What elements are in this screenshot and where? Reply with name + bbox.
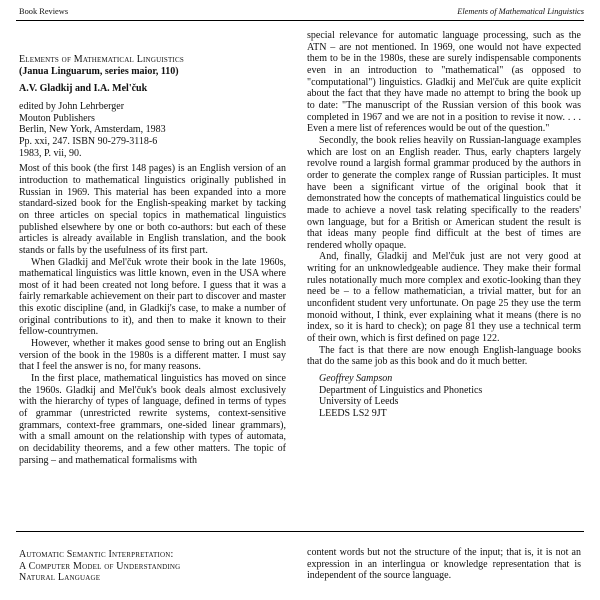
next-review-title-line1: Automatic Semantic Interpretation: [19, 549, 174, 560]
body-paragraph: Secondly, the book relies heavily on Russian-language examples which are lost on an English reader. Thus, early chapters largely revolve round a largish formal grammar produced by the authors in order to generate the complex range of Russian participles. It must have been a significant virtue of the original book that it demonstrated how the concepts of mathematical linguistics could be made to achieve a novel task relating specifically to the readers' own language, but for a British or American student the result is that ideas many people find difficult at the best of times are rendered wholly opaque. [307, 134, 581, 251]
running-header-right: Elements of Mathematical Linguistics [457, 7, 584, 16]
reviewer-city: LEEDS LS2 9JT [319, 408, 387, 419]
next-review-title [19, 549, 286, 584]
review-authors: A.V. Gladkij and I.A. Mel'čuk [19, 83, 148, 95]
section-rule [16, 531, 584, 532]
running-header-left: Book Reviews [19, 7, 69, 16]
review-price: 1983, P. vii, 90. [19, 147, 82, 159]
reviewer-department: Department of Linguistics and Phonetics [319, 384, 483, 396]
body-paragraph: special relevance for automatic language processing, such as the ATN – are not mentioned. In 1969, one would not have expected them to be in the 1980s, these are surely indispensable components even in an introduction to "mathematical" (as opposed to "computational") linguistics. Gladkij and Mel'čuk are quite explicit about the fact that they have made no attempt to bring the book up to date: "The manuscript of the Russian version of this book was completed in 1967 and we are not in a position to revise it now. . . . Even a mere list of references would be out of the question." [307, 30, 581, 135]
reviewer-university: University of Leeds [319, 396, 399, 408]
next-review-title-line3: Natural Language [19, 572, 101, 584]
right-column [307, 30, 581, 420]
left-column [19, 54, 286, 466]
body-paragraph: However, whether it makes good sense to bring out an English version of the book in the 1980s is a different matter. I must say that I feel the answer is no, for many reasons. [19, 338, 286, 373]
body-paragraph: The fact is that there are now enough English-language books that do the same job as this book and do it much better. [307, 344, 581, 368]
body-paragraph: In the first place, mathematical linguistics has moved on since the 1960s. Gladkij and Mel'čuk's book deals almost exclusively with the hierarchy of types of language, defined in terms of types of grammar (unrestricted rewrite systems, context-sensitive grammars, context-free grammars, one-sided linear grammars), with a small amount on the relationship with types of automata, on decidability theorems, and a few other matters. The topic of parsing – and mathematical formalisms with [19, 373, 286, 466]
review-title: Elements of Mathematical Linguistics [19, 54, 184, 65]
next-review-text [307, 547, 581, 582]
review-series: (Janua Linguarum, series maior, 110) [19, 65, 179, 77]
body-paragraph: And, finally, Gladkij and Mel'čuk just are not very good at writing for an unknowledgeable audience. They make their formal rules notationally much more complex and exotic-looking than they need be – to a fellow mathematician, a trivial matter, but for an unconfident student very unfortunate. On page 25 they use the term monoid without, I think, ever explaining what it means (there is no index, so it is hard to check); on page 81 they use a technical term of their own, which is first defined on page 122. [307, 251, 581, 345]
body-paragraph: Most of this book (the first 148 pages) is an English version of an introduction to mathematical linguistics originally published in Russian in 1969. This material has been expanded into a more standard-sized book for the English-speaking market by tacking on three articles on special topics in mathematical linguistics published elsewhere by one or both co-authors: but each of these articles is already available in English translation, and the book stands or falls by the usefulness of its first part. [19, 163, 286, 256]
review-publisher: Mouton Publishers [19, 112, 95, 124]
header-rule [16, 20, 584, 21]
reviewer-name: Geoffrey Sampson [319, 373, 393, 385]
review-editor: edited by John Lehrberger [19, 100, 125, 112]
review-place: Berlin, New York, Amsterdam, 1983 [19, 124, 166, 136]
body-paragraph: content words but not the structure of the input; that is, it is not an expression in an interlingua or knowledge representation that is independent of the source language. [307, 547, 581, 582]
body-paragraph: When Gladkij and Mel'čuk wrote their book in the late 1960s, mathematical linguistics was little known, even in the USA where most of it had been created not long before. I guess that it was a fairly remarkable achievement on their part to discover and master this exotic discipline (and, in Gladkij's case, to make a number of original contributions to it), and then to make it known to their fellow-countrymen. [19, 256, 286, 338]
review-pages: Pp. xxi, 247. ISBN 90-279-3118-6 [19, 135, 158, 147]
next-review-title-line2: A Computer Model of Understanding [19, 560, 181, 572]
